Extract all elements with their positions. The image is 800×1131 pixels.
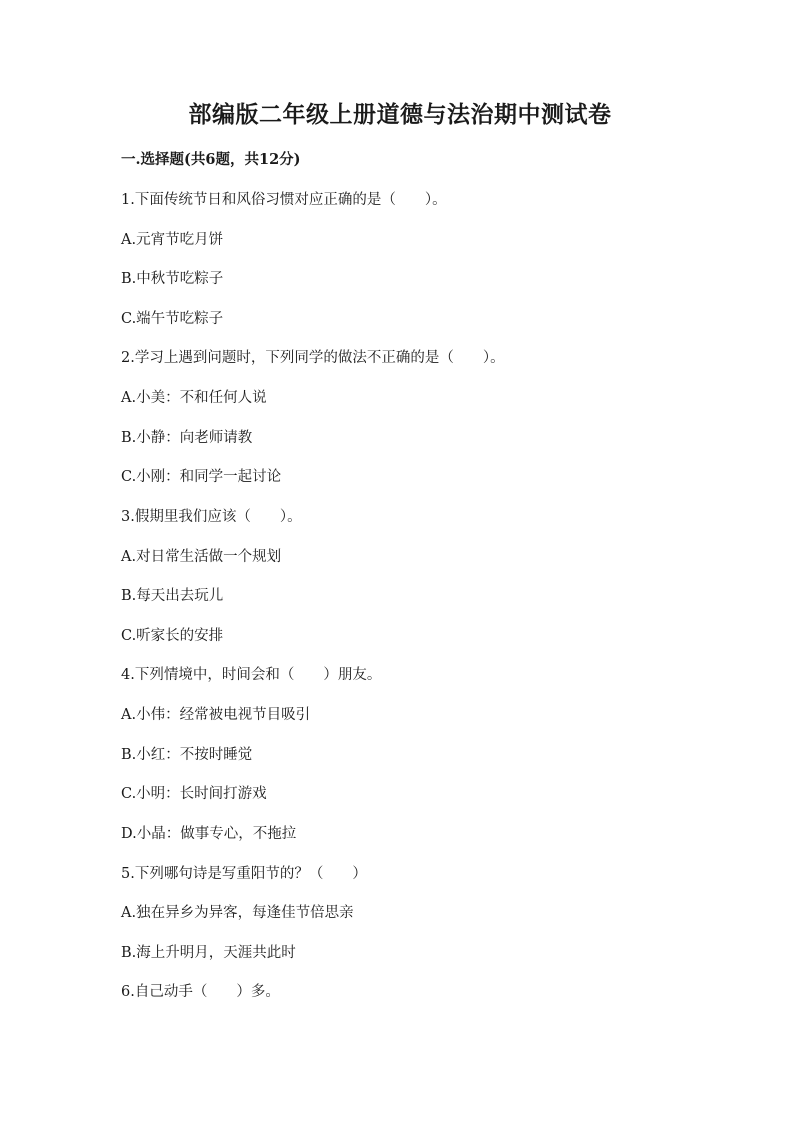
option-2b: B.小静：向老师请教 (121, 430, 253, 446)
question-4: 4.下列情境中，时间会和（ ）朋友。 (121, 667, 382, 683)
question-1: 1.下面传统节日和风俗习惯对应正确的是（ ）。 (121, 192, 447, 208)
option-1a: A.元宵节吃月饼 (121, 232, 224, 248)
question-6: 6.自己动手（ ）多。 (121, 984, 280, 1000)
section-heading: 一.选择题(共6题，共12分) (121, 151, 301, 168)
option-1c: C.端午节吃粽子 (121, 311, 224, 327)
option-5b: B.海上升明月，天涯共此时 (121, 945, 296, 961)
option-4a: A.小伟：经常被电视节目吸引 (121, 707, 311, 723)
option-5a: A.独在异乡为异客，每逢佳节倍思亲 (121, 905, 354, 921)
question-5: 5.下列哪句诗是写重阳节的？（ ） (121, 866, 367, 882)
option-4c: C.小明：长时间打游戏 (121, 786, 267, 802)
option-1b: B.中秋节吃粽子 (121, 271, 224, 287)
option-3c: C.听家长的安排 (121, 628, 224, 644)
option-3a: A.对日常生活做一个规划 (121, 549, 282, 565)
page-title: 部编版二年级上册道德与法治期中测试卷 (188, 101, 612, 128)
option-3b: B.每天出去玩儿 (121, 588, 224, 604)
option-2a: A.小美：不和任何人说 (121, 390, 267, 406)
question-2: 2.学习上遇到问题时，下列同学的做法不正确的是（ ）。 (121, 350, 505, 366)
option-2c: C.小刚：和同学一起讨论 (121, 469, 282, 485)
option-4b: B.小红：不按时睡觉 (121, 747, 253, 763)
option-4d: D.小晶：做事专心，不拖拉 (121, 826, 297, 842)
question-3: 3.假期里我们应该（ ）。 (121, 509, 302, 525)
